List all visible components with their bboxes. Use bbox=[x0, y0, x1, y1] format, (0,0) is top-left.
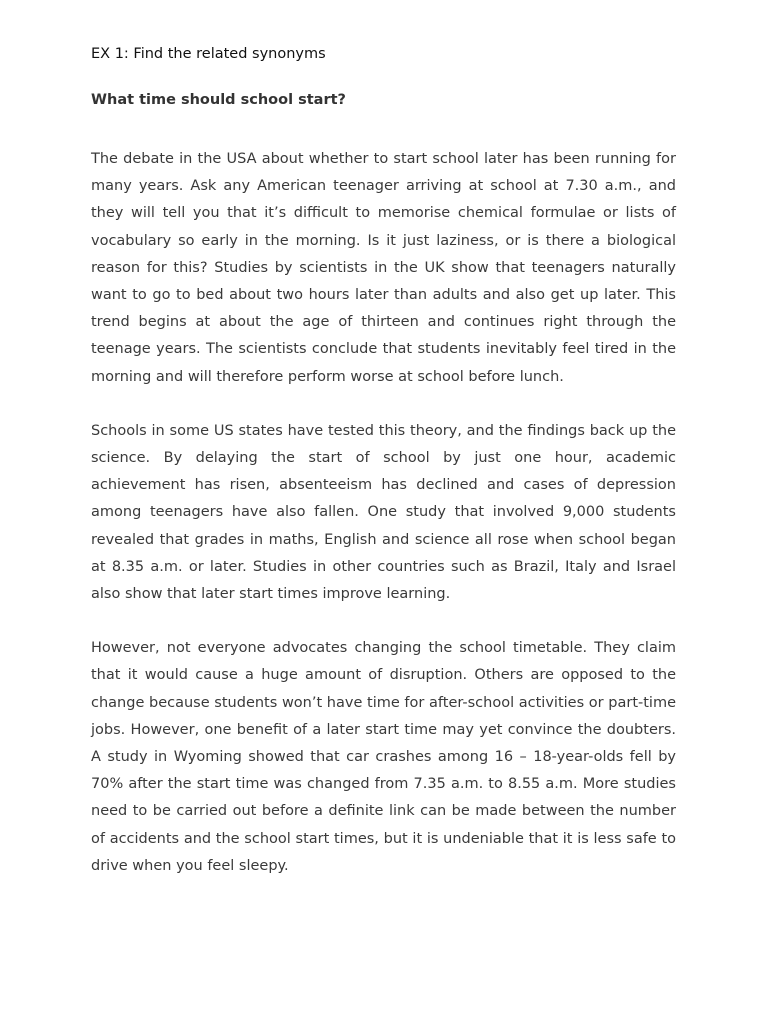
paragraph-1: The debate in the USA about whether to start school later has been running for many years. Ask any American teenager arriving at school at 7.30 a.m., and they will tell you that it’s difficult to memorise chemical formulae or lists of vocabulary so early in the morning. Is it just laziness, or is there a biological reason for this? Studies by scientists in the UK show that teenagers naturally want to go to bed about two hours later than adults and also get up later. This trend begins at about the age of thirteen and continues right through the teenage years. The scientists conclude that students inevitably feel tired in the morning and will therefore perform worse at school before lunch. bbox=[91, 151, 676, 385]
paragraph-2: Schools in some US states have tested this theory, and the findings back up the science. By delaying the start of school by just one hour, academic achievement has risen, absenteeism has declined and cases of depression among teenagers have also fallen. One study that involved 9,000 students revealed that grades in maths, English and science all rose when school began at 8.35 a.m. or later. Studies in other countries such as Brazil, Italy and Israel also show that later start times improve learning. bbox=[91, 422, 676, 603]
article-title: What time should school start? bbox=[91, 92, 346, 108]
exercise-heading: EX 1: Find the related synonyms bbox=[91, 46, 326, 62]
paragraph-3: However, not everyone advocates changing the school timetable. They claim that it would cause a huge amount of disruption. Others are opposed to the change because students won’t have time for after-school activities or part-time jobs. However, one benefit of a later start time may yet convince the doubters. A study in Wyoming showed that car crashes among 16 – 18-year-olds fell by 70% after the start time was changed from 7.35 a.m. to 8.55 a.m. More studies need to be carried out before a definite link can be made between the number of accidents and the school start times, but it is undeniable that it is less safe to drive when you feel sleepy. bbox=[91, 640, 676, 874]
